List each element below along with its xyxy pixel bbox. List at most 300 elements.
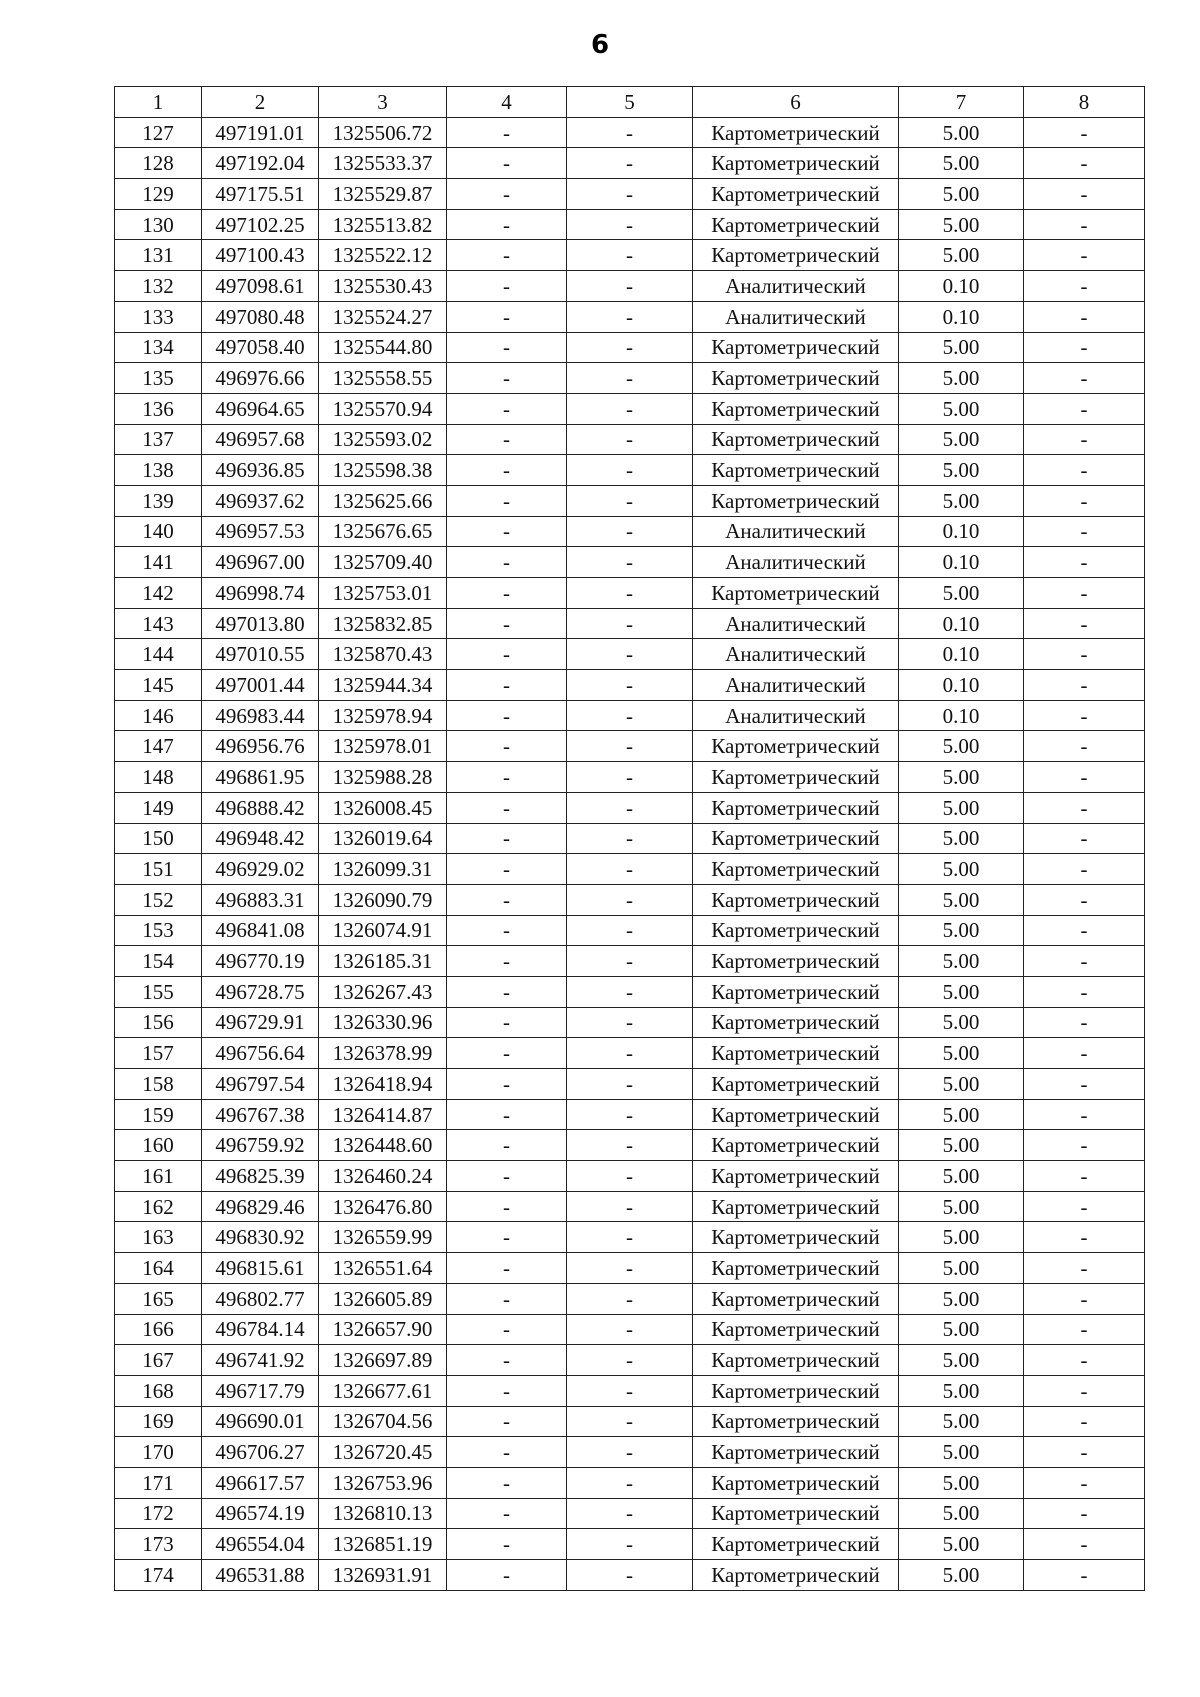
table-cell-col-2: 496936.85	[202, 455, 319, 486]
table-cell-col-7: 5.00	[899, 179, 1024, 210]
table-cell-col-5: -	[567, 608, 693, 639]
table-cell-col-2: 496998.74	[202, 578, 319, 609]
table-cell-col-5: -	[567, 1222, 693, 1253]
table-cell-col-4: -	[447, 884, 567, 915]
table-row	[115, 547, 1145, 578]
table-cell-col-4: -	[447, 455, 567, 486]
table-cell-col-4: -	[447, 393, 567, 424]
table-cell-col-6: Картометрический	[693, 1130, 899, 1161]
column-header-2: 2	[202, 87, 319, 118]
table-cell-col-3: 1325978.01	[319, 731, 447, 762]
table-cell-col-7: 5.00	[899, 1437, 1024, 1468]
table-cell-col-3: 1325506.72	[319, 117, 447, 148]
table-row	[115, 1253, 1145, 1284]
table-row	[115, 424, 1145, 455]
table-cell-col-2: 497191.01	[202, 117, 319, 148]
table-cell-col-7: 0.10	[899, 670, 1024, 701]
table-cell-col-1: 171	[115, 1467, 202, 1498]
table-cell-col-4: -	[447, 1345, 567, 1376]
table-row	[115, 209, 1145, 240]
table-cell-col-2: 496829.46	[202, 1191, 319, 1222]
table-cell-col-1: 172	[115, 1498, 202, 1529]
table-row	[115, 762, 1145, 793]
table-cell-col-2: 496948.42	[202, 823, 319, 854]
table-cell-col-8: -	[1024, 1314, 1145, 1345]
table-cell-col-1: 168	[115, 1375, 202, 1406]
table-row	[115, 393, 1145, 424]
table-cell-col-1: 165	[115, 1283, 202, 1314]
table-row	[115, 1007, 1145, 1038]
table-row	[115, 148, 1145, 179]
table-cell-col-6: Аналитический	[693, 700, 899, 731]
table-row	[115, 639, 1145, 670]
column-header-8: 8	[1024, 87, 1145, 118]
column-header-3: 3	[319, 87, 447, 118]
table-cell-col-5: -	[567, 1375, 693, 1406]
table-cell-col-3: 1326720.45	[319, 1437, 447, 1468]
table-cell-col-5: -	[567, 271, 693, 302]
table-row	[115, 363, 1145, 394]
table-cell-col-4: -	[447, 792, 567, 823]
table-cell-col-2: 496830.92	[202, 1222, 319, 1253]
table-cell-col-7: 5.00	[899, 976, 1024, 1007]
table-cell-col-6: Аналитический	[693, 547, 899, 578]
table-cell-col-5: -	[567, 1099, 693, 1130]
table-cell-col-1: 154	[115, 946, 202, 977]
table-cell-col-6: Картометрический	[693, 578, 899, 609]
table-cell-col-6: Картометрический	[693, 363, 899, 394]
table-row	[115, 1099, 1145, 1130]
table-cell-col-6: Аналитический	[693, 271, 899, 302]
table-cell-col-1: 130	[115, 209, 202, 240]
table-cell-col-6: Картометрический	[693, 455, 899, 486]
table-cell-col-8: -	[1024, 884, 1145, 915]
table-cell-col-4: -	[447, 1099, 567, 1130]
table-cell-col-5: -	[567, 1345, 693, 1376]
table-cell-col-1: 161	[115, 1161, 202, 1192]
table-row	[115, 1437, 1145, 1468]
table-cell-col-3: 1326330.96	[319, 1007, 447, 1038]
table-cell-col-1: 173	[115, 1529, 202, 1560]
table-cell-col-7: 5.00	[899, 884, 1024, 915]
table-cell-col-3: 1326074.91	[319, 915, 447, 946]
table-cell-col-8: -	[1024, 424, 1145, 455]
table-cell-col-6: Картометрический	[693, 485, 899, 516]
table-cell-col-2: 497192.04	[202, 148, 319, 179]
table-cell-col-8: -	[1024, 301, 1145, 332]
table-cell-col-1: 128	[115, 148, 202, 179]
table-header	[115, 87, 1145, 118]
table-row	[115, 1498, 1145, 1529]
table-cell-col-2: 497001.44	[202, 670, 319, 701]
table-cell-col-3: 1325558.55	[319, 363, 447, 394]
table-cell-col-5: -	[567, 148, 693, 179]
table-cell-col-5: -	[567, 1069, 693, 1100]
table-cell-col-4: -	[447, 1437, 567, 1468]
table-cell-col-7: 5.00	[899, 1406, 1024, 1437]
table-cell-col-7: 5.00	[899, 762, 1024, 793]
table-cell-col-8: -	[1024, 1560, 1145, 1591]
table-cell-col-2: 496767.38	[202, 1099, 319, 1130]
table-cell-col-4: -	[447, 823, 567, 854]
table-cell-col-8: -	[1024, 271, 1145, 302]
table-cell-col-7: 5.00	[899, 854, 1024, 885]
table-cell-col-1: 143	[115, 608, 202, 639]
table-cell-col-4: -	[447, 1069, 567, 1100]
table-cell-col-4: -	[447, 608, 567, 639]
table-cell-col-5: -	[567, 424, 693, 455]
table-cell-col-2: 497102.25	[202, 209, 319, 240]
table-cell-col-3: 1325544.80	[319, 332, 447, 363]
table-cell-col-3: 1326753.96	[319, 1467, 447, 1498]
table-cell-col-4: -	[447, 639, 567, 670]
table-row	[115, 731, 1145, 762]
table-cell-col-8: -	[1024, 148, 1145, 179]
table-cell-col-7: 5.00	[899, 1467, 1024, 1498]
table-cell-col-7: 5.00	[899, 1038, 1024, 1069]
table-cell-col-7: 5.00	[899, 946, 1024, 977]
table-cell-col-6: Картометрический	[693, 1437, 899, 1468]
table-row	[115, 915, 1145, 946]
table-cell-col-4: -	[447, 547, 567, 578]
table-row	[115, 240, 1145, 271]
table-cell-col-1: 166	[115, 1314, 202, 1345]
table-cell-col-7: 5.00	[899, 1498, 1024, 1529]
table-cell-col-1: 129	[115, 179, 202, 210]
table-row	[115, 1467, 1145, 1498]
table-cell-col-3: 1326185.31	[319, 946, 447, 977]
table-cell-col-3: 1325753.01	[319, 578, 447, 609]
table-cell-col-1: 139	[115, 485, 202, 516]
table-cell-col-5: -	[567, 1283, 693, 1314]
table-cell-col-8: -	[1024, 117, 1145, 148]
table-cell-col-1: 127	[115, 117, 202, 148]
table-cell-col-3: 1325870.43	[319, 639, 447, 670]
table-cell-col-5: -	[567, 700, 693, 731]
table-cell-col-1: 169	[115, 1406, 202, 1437]
table-cell-col-5: -	[567, 1161, 693, 1192]
table-cell-col-3: 1326418.94	[319, 1069, 447, 1100]
table-cell-col-5: -	[567, 363, 693, 394]
table-cell-col-7: 5.00	[899, 1314, 1024, 1345]
table-cell-col-1: 148	[115, 762, 202, 793]
table-cell-col-8: -	[1024, 1099, 1145, 1130]
table-cell-col-1: 158	[115, 1069, 202, 1100]
table-cell-col-4: -	[447, 117, 567, 148]
table-cell-col-3: 1325593.02	[319, 424, 447, 455]
table-cell-col-4: -	[447, 1406, 567, 1437]
table-cell-col-6: Картометрический	[693, 148, 899, 179]
table-cell-col-2: 497080.48	[202, 301, 319, 332]
table-cell-col-7: 0.10	[899, 516, 1024, 547]
table-cell-col-2: 497010.55	[202, 639, 319, 670]
table-row	[115, 884, 1145, 915]
table-cell-col-4: -	[447, 731, 567, 762]
table-cell-col-7: 5.00	[899, 731, 1024, 762]
table-cell-col-1: 138	[115, 455, 202, 486]
table-cell-col-8: -	[1024, 1283, 1145, 1314]
table-cell-col-1: 155	[115, 976, 202, 1007]
table-cell-col-7: 5.00	[899, 209, 1024, 240]
table-cell-col-6: Картометрический	[693, 1560, 899, 1591]
table-cell-col-4: -	[447, 1283, 567, 1314]
table-cell-col-2: 496784.14	[202, 1314, 319, 1345]
table-cell-col-5: -	[567, 884, 693, 915]
table-cell-col-6: Картометрический	[693, 976, 899, 1007]
table-cell-col-8: -	[1024, 1038, 1145, 1069]
table-row	[115, 1529, 1145, 1560]
table-cell-col-2: 496825.39	[202, 1161, 319, 1192]
table-row	[115, 301, 1145, 332]
table-cell-col-4: -	[447, 1191, 567, 1222]
table-cell-col-6: Картометрический	[693, 1038, 899, 1069]
table-cell-col-6: Картометрический	[693, 240, 899, 271]
table-cell-col-3: 1325524.27	[319, 301, 447, 332]
table-cell-col-8: -	[1024, 363, 1145, 394]
table-cell-col-5: -	[567, 301, 693, 332]
table-cell-col-2: 496956.76	[202, 731, 319, 762]
table-cell-col-1: 141	[115, 547, 202, 578]
table-cell-col-1: 162	[115, 1191, 202, 1222]
table-cell-col-4: -	[447, 1007, 567, 1038]
table-row	[115, 823, 1145, 854]
table-cell-col-1: 144	[115, 639, 202, 670]
table-cell-col-2: 496531.88	[202, 1560, 319, 1591]
table-cell-col-3: 1326697.89	[319, 1345, 447, 1376]
table-cell-col-3: 1325832.85	[319, 608, 447, 639]
table-cell-col-8: -	[1024, 1130, 1145, 1161]
table-cell-col-3: 1326810.13	[319, 1498, 447, 1529]
table-row	[115, 455, 1145, 486]
table-cell-col-6: Картометрический	[693, 823, 899, 854]
table-cell-col-4: -	[447, 976, 567, 1007]
table-cell-col-7: 5.00	[899, 1069, 1024, 1100]
table-cell-col-3: 1326605.89	[319, 1283, 447, 1314]
table-row	[115, 485, 1145, 516]
table-cell-col-5: -	[567, 670, 693, 701]
table-cell-col-3: 1326657.90	[319, 1314, 447, 1345]
table-cell-col-2: 496717.79	[202, 1375, 319, 1406]
table-cell-col-2: 496729.91	[202, 1007, 319, 1038]
table-cell-col-6: Картометрический	[693, 731, 899, 762]
table-cell-col-7: 5.00	[899, 393, 1024, 424]
table-cell-col-8: -	[1024, 1253, 1145, 1284]
table-cell-col-2: 496967.00	[202, 547, 319, 578]
table-cell-col-5: -	[567, 1253, 693, 1284]
table-cell-col-5: -	[567, 393, 693, 424]
table-cell-col-8: -	[1024, 700, 1145, 731]
table-cell-col-5: -	[567, 639, 693, 670]
table-row	[115, 1375, 1145, 1406]
table-cell-col-2: 496706.27	[202, 1437, 319, 1468]
table-cell-col-4: -	[447, 946, 567, 977]
table-row	[115, 1222, 1145, 1253]
table-cell-col-2: 496929.02	[202, 854, 319, 885]
table-cell-col-5: -	[567, 332, 693, 363]
table-cell-col-2: 496957.53	[202, 516, 319, 547]
table-cell-col-1: 134	[115, 332, 202, 363]
table-cell-col-8: -	[1024, 1007, 1145, 1038]
table-cell-col-6: Картометрический	[693, 1161, 899, 1192]
table-cell-col-5: -	[567, 1406, 693, 1437]
table-cell-col-2: 496983.44	[202, 700, 319, 731]
table-cell-col-3: 1325598.38	[319, 455, 447, 486]
table-cell-col-8: -	[1024, 1406, 1145, 1437]
table-cell-col-4: -	[447, 1222, 567, 1253]
table-cell-col-7: 5.00	[899, 1007, 1024, 1038]
table-cell-col-8: -	[1024, 1069, 1145, 1100]
table-cell-col-1: 157	[115, 1038, 202, 1069]
table-cell-col-7: 5.00	[899, 1222, 1024, 1253]
table-cell-col-5: -	[567, 1007, 693, 1038]
table-cell-col-5: -	[567, 976, 693, 1007]
table-cell-col-4: -	[447, 516, 567, 547]
table-cell-col-2: 496815.61	[202, 1253, 319, 1284]
table-cell-col-8: -	[1024, 792, 1145, 823]
table-row	[115, 854, 1145, 885]
table-cell-col-7: 5.00	[899, 1191, 1024, 1222]
table-cell-col-8: -	[1024, 976, 1145, 1007]
table-cell-col-6: Картометрический	[693, 393, 899, 424]
page-number: 6	[590, 30, 610, 60]
table-cell-col-2: 496756.64	[202, 1038, 319, 1069]
table-cell-col-3: 1326019.64	[319, 823, 447, 854]
table-cell-col-5: -	[567, 1560, 693, 1591]
table-cell-col-4: -	[447, 424, 567, 455]
table-cell-col-1: 152	[115, 884, 202, 915]
table-cell-col-4: -	[447, 1498, 567, 1529]
table-cell-col-1: 156	[115, 1007, 202, 1038]
table-cell-col-2: 496802.77	[202, 1283, 319, 1314]
table-cell-col-4: -	[447, 915, 567, 946]
table-cell-col-6: Картометрический	[693, 1222, 899, 1253]
table-cell-col-5: -	[567, 455, 693, 486]
table-cell-col-8: -	[1024, 455, 1145, 486]
table-cell-col-5: -	[567, 1038, 693, 1069]
table-cell-col-8: -	[1024, 1345, 1145, 1376]
table-cell-col-4: -	[447, 1038, 567, 1069]
table-cell-col-8: -	[1024, 1529, 1145, 1560]
table-cell-col-8: -	[1024, 516, 1145, 547]
table-cell-col-6: Картометрический	[693, 424, 899, 455]
table-cell-col-2: 496964.65	[202, 393, 319, 424]
table-row	[115, 946, 1145, 977]
table-cell-col-8: -	[1024, 1437, 1145, 1468]
table-cell-col-4: -	[447, 670, 567, 701]
table-cell-col-3: 1326414.87	[319, 1099, 447, 1130]
table-cell-col-3: 1326931.91	[319, 1560, 447, 1591]
table-cell-col-4: -	[447, 179, 567, 210]
table-cell-col-2: 496888.42	[202, 792, 319, 823]
table-cell-col-1: 163	[115, 1222, 202, 1253]
table-cell-col-4: -	[447, 700, 567, 731]
table-cell-col-4: -	[447, 240, 567, 271]
table-cell-col-7: 5.00	[899, 332, 1024, 363]
table-cell-col-3: 1326677.61	[319, 1375, 447, 1406]
table-cell-col-5: -	[567, 1130, 693, 1161]
table-cell-col-2: 497100.43	[202, 240, 319, 271]
table-cell-col-7: 0.10	[899, 547, 1024, 578]
table-row	[115, 608, 1145, 639]
table-cell-col-5: -	[567, 179, 693, 210]
table-cell-col-6: Картометрический	[693, 946, 899, 977]
table-cell-col-2: 497098.61	[202, 271, 319, 302]
table-cell-col-4: -	[447, 1529, 567, 1560]
table-cell-col-3: 1325625.66	[319, 485, 447, 516]
table-cell-col-6: Картометрический	[693, 1069, 899, 1100]
table-cell-col-1: 145	[115, 670, 202, 701]
table-cell-col-1: 160	[115, 1130, 202, 1161]
table-cell-col-6: Картометрический	[693, 1253, 899, 1284]
table-cell-col-7: 5.00	[899, 363, 1024, 394]
table-cell-col-4: -	[447, 1130, 567, 1161]
table-cell-col-8: -	[1024, 1161, 1145, 1192]
table-cell-col-7: 5.00	[899, 1375, 1024, 1406]
table-cell-col-1: 142	[115, 578, 202, 609]
table-cell-col-7: 0.10	[899, 608, 1024, 639]
table-cell-col-5: -	[567, 578, 693, 609]
table-row	[115, 1345, 1145, 1376]
table-cell-col-2: 496554.04	[202, 1529, 319, 1560]
table-cell-col-1: 149	[115, 792, 202, 823]
table-cell-col-6: Картометрический	[693, 332, 899, 363]
table-cell-col-7: 5.00	[899, 1283, 1024, 1314]
table-cell-col-6: Картометрический	[693, 179, 899, 210]
table-cell-col-2: 496937.62	[202, 485, 319, 516]
table-cell-col-8: -	[1024, 179, 1145, 210]
table-cell-col-3: 1325978.94	[319, 700, 447, 731]
table-cell-col-3: 1326559.99	[319, 1222, 447, 1253]
table-cell-col-7: 5.00	[899, 915, 1024, 946]
table-cell-col-8: -	[1024, 854, 1145, 885]
table-row	[115, 1560, 1145, 1591]
table-cell-col-1: 151	[115, 854, 202, 885]
table-cell-col-2: 496797.54	[202, 1069, 319, 1100]
table-cell-col-6: Аналитический	[693, 301, 899, 332]
table-cell-col-2: 496728.75	[202, 976, 319, 1007]
table-cell-col-5: -	[567, 854, 693, 885]
table-cell-col-8: -	[1024, 1498, 1145, 1529]
table-body	[115, 117, 1145, 1590]
table-cell-col-7: 5.00	[899, 578, 1024, 609]
table-row	[115, 700, 1145, 731]
table-cell-col-2: 496976.66	[202, 363, 319, 394]
table-cell-col-8: -	[1024, 240, 1145, 271]
column-header-4: 4	[447, 87, 567, 118]
table-cell-col-7: 5.00	[899, 823, 1024, 854]
table-row	[115, 1283, 1145, 1314]
table-cell-col-6: Картометрический	[693, 762, 899, 793]
table-row	[115, 179, 1145, 210]
table-cell-col-1: 140	[115, 516, 202, 547]
table-cell-col-3: 1326460.24	[319, 1161, 447, 1192]
table-cell-col-4: -	[447, 1560, 567, 1591]
table-cell-col-7: 5.00	[899, 455, 1024, 486]
table-cell-col-5: -	[567, 1498, 693, 1529]
table-cell-col-7: 5.00	[899, 485, 1024, 516]
table-cell-col-8: -	[1024, 1467, 1145, 1498]
table-cell-col-7: 5.00	[899, 1529, 1024, 1560]
table-row	[115, 976, 1145, 1007]
table-cell-col-7: 5.00	[899, 240, 1024, 271]
table-cell-col-4: -	[447, 1467, 567, 1498]
table-cell-col-6: Картометрический	[693, 915, 899, 946]
table-cell-col-8: -	[1024, 670, 1145, 701]
table-cell-col-8: -	[1024, 915, 1145, 946]
table-cell-col-5: -	[567, 1529, 693, 1560]
table-row	[115, 1069, 1145, 1100]
table-cell-col-3: 1325513.82	[319, 209, 447, 240]
